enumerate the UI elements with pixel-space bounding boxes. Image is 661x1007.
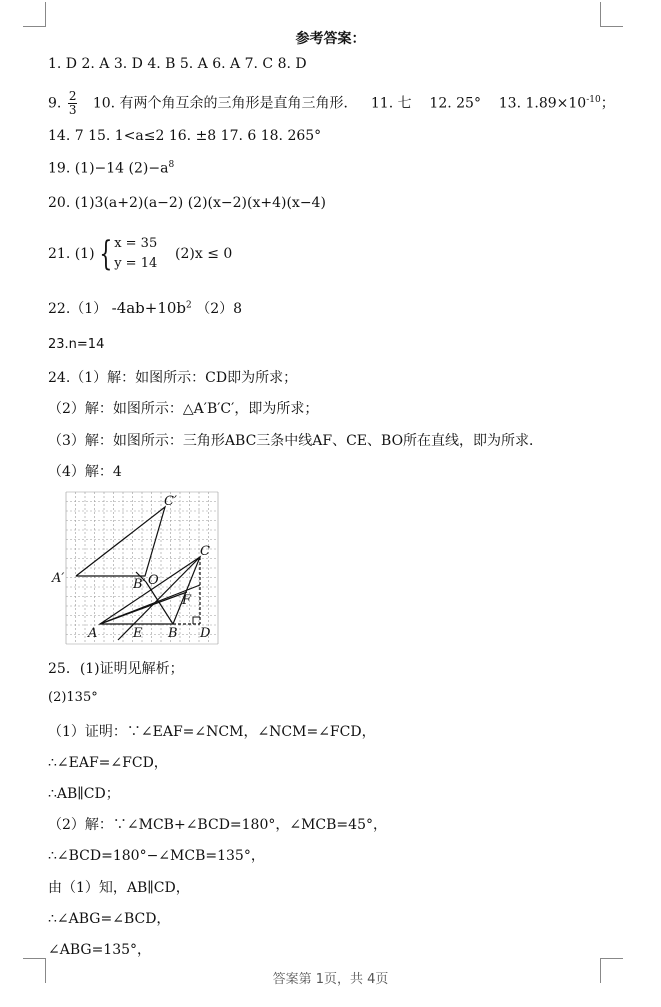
left-brace-icon: { xyxy=(98,234,112,274)
answer-22-exponent: 2 xyxy=(186,300,192,311)
solution-line-5: ∠ABG=135°， xyxy=(48,942,152,958)
solution-line-1: （2）解：∵∠MCB+∠BCD=180°，∠MCB=45°， xyxy=(48,817,387,833)
answer-21-label: 21. (1) xyxy=(48,246,95,262)
corner-mark-top-left xyxy=(23,2,46,27)
q13-exponent: -10 xyxy=(586,94,601,105)
fraction-denominator: 3 xyxy=(68,103,77,117)
q13-tail: ； xyxy=(600,95,615,112)
figure-label-group xyxy=(51,494,211,641)
answer-23: 23.n=14 xyxy=(48,337,105,352)
label-d: D xyxy=(200,626,211,641)
q9-label: 9. xyxy=(48,95,62,112)
corner-mark-top-right xyxy=(600,2,623,27)
fraction-numerator: 2 xyxy=(68,89,77,103)
q11-answer: 11. 七 xyxy=(370,95,412,112)
answer-24-1: 24.（1）解：如图所示：CD即为所求； xyxy=(48,370,298,386)
q12-answer: 12. 25° xyxy=(429,95,481,112)
proof-line-3: ∴AB∥CD； xyxy=(48,786,120,802)
answer-21 xyxy=(48,234,232,274)
answer-19-exponent: 8 xyxy=(168,160,175,170)
label-e: E xyxy=(133,626,143,641)
page-footer: 答案第 1页，共 4页 xyxy=(272,972,389,987)
answer-20: 20. (1)3(a+2)(a−2) (2)(x−2)(x+4)(x−4) xyxy=(48,195,326,211)
answer-25-summary-1: 25．(1)证明见解析； xyxy=(48,661,184,677)
solution-line-3: 由（1）知，AB∥CD， xyxy=(48,880,190,896)
q13-answer: 13. 1.89×10 xyxy=(498,95,587,112)
equation-x: x = 35 xyxy=(114,236,158,251)
label-a: A xyxy=(88,626,98,641)
answer-22-part2: （2）8 xyxy=(196,301,243,317)
answer-24-3: （3）解：如图所示：三角形ABC三条中线AF、CE、BO所在直线，即为所求． xyxy=(48,433,544,449)
label-c: C xyxy=(200,544,210,559)
answer-22 xyxy=(48,298,242,318)
answers-9-13 xyxy=(48,90,615,117)
label-o: O xyxy=(148,573,159,588)
proof-line-1: （1）证明：∵∠EAF=∠NCM，∠NCM=∠FCD， xyxy=(48,724,376,740)
q10-answer: 10. 有两个角互余的三角形是直角三角形． xyxy=(92,95,358,112)
label-b-prime: B′ xyxy=(133,577,146,592)
label-c-prime: C′ xyxy=(164,494,177,509)
answer-24-2: （2）解：如图所示：△A′B′C′，即为所求； xyxy=(48,401,319,417)
fraction xyxy=(68,90,78,117)
answer-22-expression: -4ab+10b xyxy=(111,299,187,317)
answers-1-8: 1. D 2. A 3. D 4. B 5. A 6. A 7. C 8. D xyxy=(48,56,307,72)
equation-y: y = 14 xyxy=(114,256,158,271)
solution-line-4: ∴∠ABG=∠BCD， xyxy=(48,911,171,927)
solution-line-2: ∴∠BCD=180°−∠MCB=135°， xyxy=(48,848,265,864)
label-f: F xyxy=(182,593,192,608)
answer-19 xyxy=(48,160,174,177)
proof-line-2: ∴∠EAF=∠FCD， xyxy=(48,755,168,771)
geometry-grid-figure xyxy=(52,492,218,644)
label-b: B xyxy=(168,626,178,641)
equation-system xyxy=(114,234,157,274)
label-a-prime: A′ xyxy=(52,571,65,586)
page-title: 参考答案： xyxy=(295,31,366,47)
answer-19-text: 19. (1)−14 (2)−a xyxy=(48,160,169,177)
answer-22-label: 22.（1） xyxy=(48,301,108,317)
answer-24-4: （4）解：4 xyxy=(48,464,122,480)
answers-14-18: 14. 7 15. 1<a≤2 16. ±8 17. 6 18. 265° xyxy=(48,128,322,144)
answer-25-summary-2: (2)135° xyxy=(48,690,98,705)
answer-21-part2: (2)x ≤ 0 xyxy=(175,246,233,262)
